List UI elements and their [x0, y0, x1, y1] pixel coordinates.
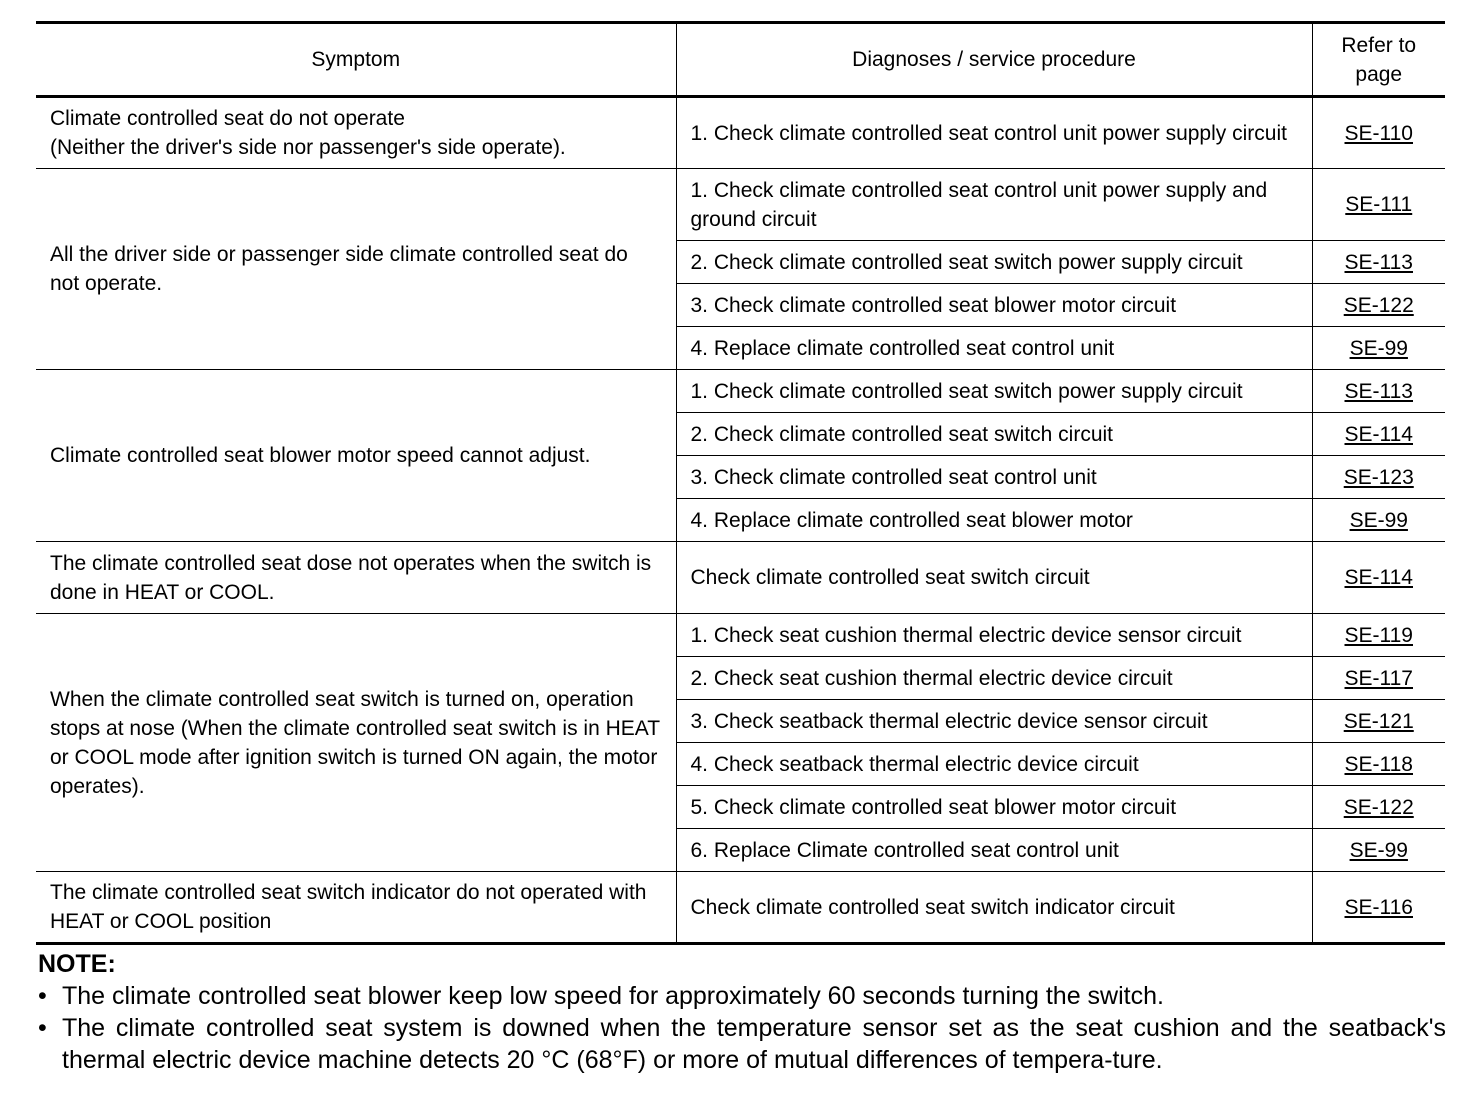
procedure-cell: 4. Replace climate controlled seat blower motor: [676, 499, 1312, 542]
refer-cell: [1312, 829, 1445, 872]
bullet-icon: •: [38, 1014, 47, 1042]
refer-cell: [1312, 284, 1445, 327]
procedure-cell: 2. Check climate controlled seat switch power supply circuit: [676, 241, 1312, 284]
symptom-cell: Climate controlled seat blower motor speed cannot adjust.: [36, 370, 676, 542]
page-ref-link[interactable]: SE-113: [1344, 250, 1413, 274]
refer-cell: [1312, 786, 1445, 829]
note-list: [38, 980, 1446, 1076]
table-row: [36, 614, 1445, 657]
refer-cell: [1312, 743, 1445, 786]
procedure-cell: 3. Check seatback thermal electric device sensor circuit: [676, 700, 1312, 743]
procedure-cell: 5. Check climate controlled seat blower motor circuit: [676, 786, 1312, 829]
symptom-cell: The climate controlled seat switch indicator do not operated with HEAT or COOL position: [36, 872, 676, 944]
page-ref-link[interactable]: SE-118: [1344, 752, 1413, 776]
page-ref-link[interactable]: SE-121: [1343, 709, 1414, 733]
refer-header: Refer to page: [1312, 23, 1445, 97]
page-ref-link[interactable]: SE-111: [1345, 193, 1413, 216]
refer-cell: [1312, 872, 1445, 944]
symptom-cell: The climate controlled seat dose not operates when the switch is done in HEAT or COOL.: [36, 542, 676, 614]
note-item: [38, 1012, 1446, 1076]
table-row: [36, 872, 1445, 944]
page-ref-link[interactable]: SE-99: [1349, 508, 1408, 532]
table-header-row: [36, 23, 1445, 97]
procedure-cell: 1. Check climate controlled seat control unit power supply and ground circuit: [676, 169, 1312, 241]
refer-cell: [1312, 327, 1445, 370]
symptom-header: Symptom: [36, 23, 676, 97]
page-ref-link[interactable]: SE-114: [1344, 566, 1413, 589]
symptom-cell: All the driver side or passenger side climate controlled seat do not operate.: [36, 169, 676, 370]
procedure-cell: 6. Replace Climate controlled seat control unit: [676, 829, 1312, 872]
page-ref-link[interactable]: SE-119: [1344, 623, 1413, 647]
procedure-cell: Check climate controlled seat switch circuit: [676, 542, 1312, 614]
diagnosis-table: [36, 21, 1445, 945]
page-ref-link[interactable]: SE-113: [1344, 379, 1413, 403]
refer-cell: [1312, 413, 1445, 456]
note-text: The climate controlled seat system is downed when the temperature sensor set as the seat cushion and the seatback's thermal electric device machine detects 20 °C (68°F) or more of mutual differences of tempera-ture.: [62, 1014, 1446, 1074]
note-item: [38, 980, 1446, 1012]
procedure-cell: 3. Check climate controlled seat control unit: [676, 456, 1312, 499]
table-row: [36, 542, 1445, 614]
procedure-cell: 2. Check climate controlled seat switch circuit: [676, 413, 1312, 456]
page-ref-link[interactable]: SE-99: [1349, 336, 1408, 360]
procedure-cell: 1. Check climate controlled seat switch power supply circuit: [676, 370, 1312, 413]
page-ref-link[interactable]: SE-122: [1343, 293, 1414, 317]
table-row: [36, 370, 1445, 413]
page-ref-link[interactable]: SE-116: [1344, 895, 1413, 919]
refer-cell: [1312, 241, 1445, 284]
refer-cell: [1312, 169, 1445, 241]
refer-cell: [1312, 542, 1445, 614]
procedure-cell: 1. Check climate controlled seat control unit power supply circuit: [676, 97, 1312, 169]
refer-cell: [1312, 657, 1445, 700]
procedure-cell: 1. Check seat cushion thermal electric device sensor circuit: [676, 614, 1312, 657]
procedure-cell: 4. Check seatback thermal electric device circuit: [676, 743, 1312, 786]
refer-cell: [1312, 614, 1445, 657]
refer-cell: [1312, 97, 1445, 169]
refer-cell: [1312, 456, 1445, 499]
page-ref-link[interactable]: SE-99: [1349, 838, 1408, 862]
procedure-cell: 2. Check seat cushion thermal electric device circuit: [676, 657, 1312, 700]
page-ref-link[interactable]: SE-122: [1343, 795, 1414, 819]
procedure-header: Diagnoses / service procedure: [676, 23, 1312, 97]
page-ref-link[interactable]: SE-117: [1344, 666, 1413, 690]
symptom-cell: When the climate controlled seat switch is turned on, operation stops at nose (When the climate controlled seat switch is in HEAT or COOL mode after ignition switch is turned ON again, the motor operates).: [36, 614, 676, 872]
refer-cell: [1312, 700, 1445, 743]
table-row: [36, 97, 1445, 169]
procedure-cell: Check climate controlled seat switch indicator circuit: [676, 872, 1312, 944]
table-row: [36, 169, 1445, 241]
note-title: NOTE:: [38, 950, 116, 978]
note-section: [38, 948, 1446, 1076]
page-ref-link[interactable]: SE-123: [1343, 465, 1414, 489]
refer-cell: [1312, 499, 1445, 542]
symptom-cell: Climate controlled seat do not operate (Neither the driver's side nor passenger's side operate).: [36, 97, 676, 169]
refer-cell: [1312, 370, 1445, 413]
procedure-cell: 3. Check climate controlled seat blower motor circuit: [676, 284, 1312, 327]
procedure-cell: 4. Replace climate controlled seat control unit: [676, 327, 1312, 370]
note-text: The climate controlled seat blower keep low speed for approximately 60 seconds turning the switch.: [62, 982, 1164, 1010]
page-ref-link[interactable]: SE-110: [1344, 121, 1413, 145]
page-ref-link[interactable]: SE-114: [1344, 422, 1413, 446]
bullet-icon: •: [38, 982, 47, 1010]
table-body: [36, 97, 1445, 944]
